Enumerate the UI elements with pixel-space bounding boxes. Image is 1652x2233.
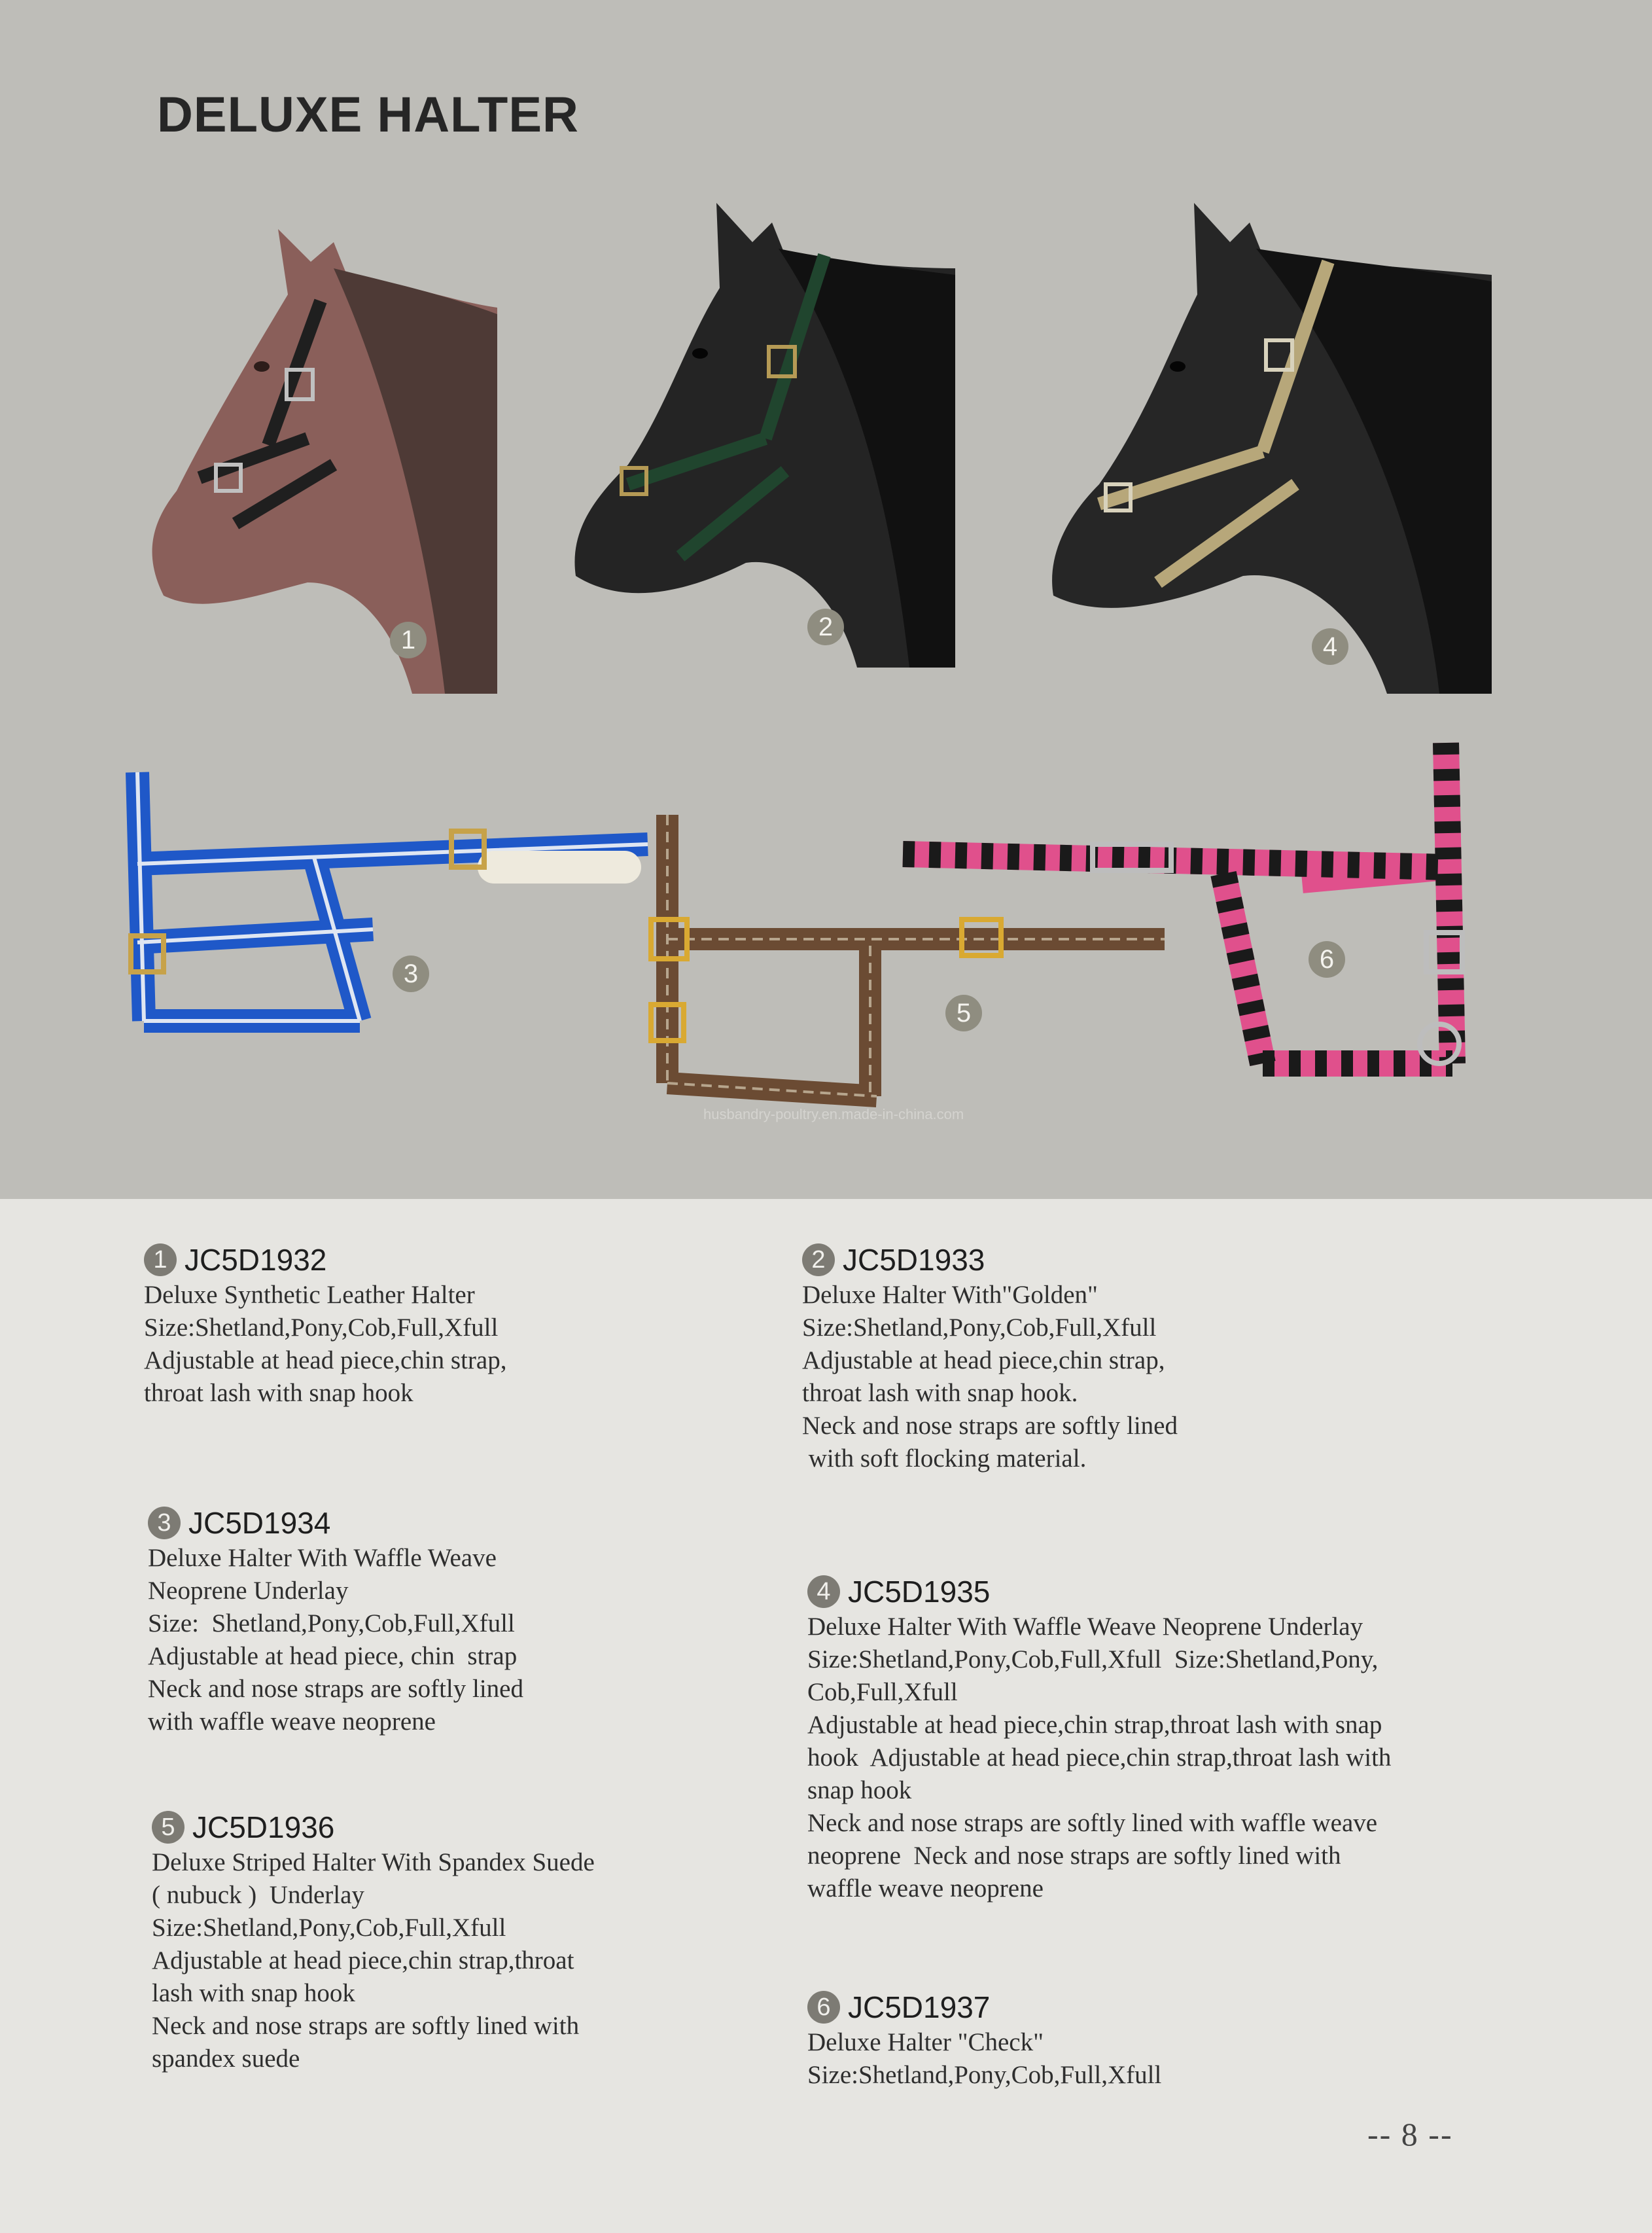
halter-photo-3 bbox=[111, 759, 654, 1054]
photo-badge-4: 4 bbox=[1312, 628, 1348, 665]
product-code: JC5D1935 bbox=[848, 1575, 991, 1609]
product-item-3 bbox=[148, 1505, 802, 1738]
watermark-text: husbandry-poultry.en.made-in-china.com bbox=[703, 1106, 964, 1122]
photo-badge-5: 5 bbox=[945, 995, 982, 1031]
photo-badge-1: 1 bbox=[390, 622, 427, 658]
horse-photo-1 bbox=[137, 216, 497, 694]
photo-badge-3: 3 bbox=[393, 956, 429, 992]
product-item-2 bbox=[802, 1242, 1522, 1475]
item-number-badge: 4 bbox=[807, 1575, 840, 1608]
product-description: Deluxe Synthetic Leather Halter Size:Shetland,Pony,Cob,Full,Xfull Adjustable at head piece,chin strap, throat lash with snap hook bbox=[144, 1281, 507, 1407]
product-code: JC5D1934 bbox=[188, 1506, 331, 1540]
page-title: DELUXE HALTER bbox=[157, 87, 579, 143]
horse-photo-4 bbox=[1047, 190, 1492, 694]
product-item-1 bbox=[144, 1242, 798, 1410]
item-number-badge: 6 bbox=[807, 1991, 840, 2024]
product-description: Deluxe Halter With Waffle Weave Neoprene Underlay Size: Shetland,Pony,Cob,Full,Xfull Adjustable at head piece, chin strap Neck and nose straps are softly lined with waffle weave neoprene bbox=[148, 1544, 523, 1736]
item-number-badge: 5 bbox=[152, 1811, 185, 1844]
product-description: Deluxe Halter "Check" Size:Shetland,Pony,Cob,Full,Xfull bbox=[807, 2028, 1162, 2089]
product-description: Deluxe Halter With"Golden" Size:Shetland,Pony,Cob,Full,Xfull Adjustable at head piece,chin strap, throat lash with snap hook. Neck and nose straps are softly lined with soft flocking material. bbox=[802, 1281, 1178, 1473]
product-description: Deluxe Striped Halter With Spandex Suede ( nubuck ) Underlay Size:Shetland,Pony,Cob,Full,Xfull Adjustable at head piece,chin strap,throat lash with snap hook Neck and nose straps are softly lined with spandex suede bbox=[152, 1848, 595, 2073]
halter-photo-6 bbox=[896, 736, 1498, 1077]
product-item-4 bbox=[807, 1574, 1592, 1905]
photo-badge-2: 2 bbox=[807, 609, 844, 645]
product-code: JC5D1933 bbox=[843, 1243, 985, 1277]
product-code: JC5D1937 bbox=[848, 1990, 991, 2024]
product-code: JC5D1932 bbox=[185, 1243, 327, 1277]
product-code: JC5D1936 bbox=[192, 1810, 335, 1844]
product-description: Deluxe Halter With Waffle Weave Neoprene Underlay Size:Shetland,Pony,Cob,Full,Xfull Size:Shetland,Pony, Cob,Full,Xfull Adjustable at head piece,chin strap,throat lash with snap hook Adjustable at head piece,chin strap,throat lash with snap hook Neck and nose straps are softly lined with waffle weave neoprene Neck and nose straps are softly lined with waffle weave neoprene bbox=[807, 1613, 1392, 1903]
page-number: -- 8 -- bbox=[1367, 2116, 1453, 2153]
product-item-6 bbox=[807, 1990, 1527, 2092]
item-number-badge: 1 bbox=[144, 1243, 177, 1276]
product-item-5 bbox=[152, 1810, 819, 2075]
photo-badge-6: 6 bbox=[1309, 941, 1345, 978]
horse-photo-2 bbox=[569, 190, 955, 668]
item-number-badge: 2 bbox=[802, 1243, 835, 1276]
item-number-badge: 3 bbox=[148, 1507, 181, 1539]
